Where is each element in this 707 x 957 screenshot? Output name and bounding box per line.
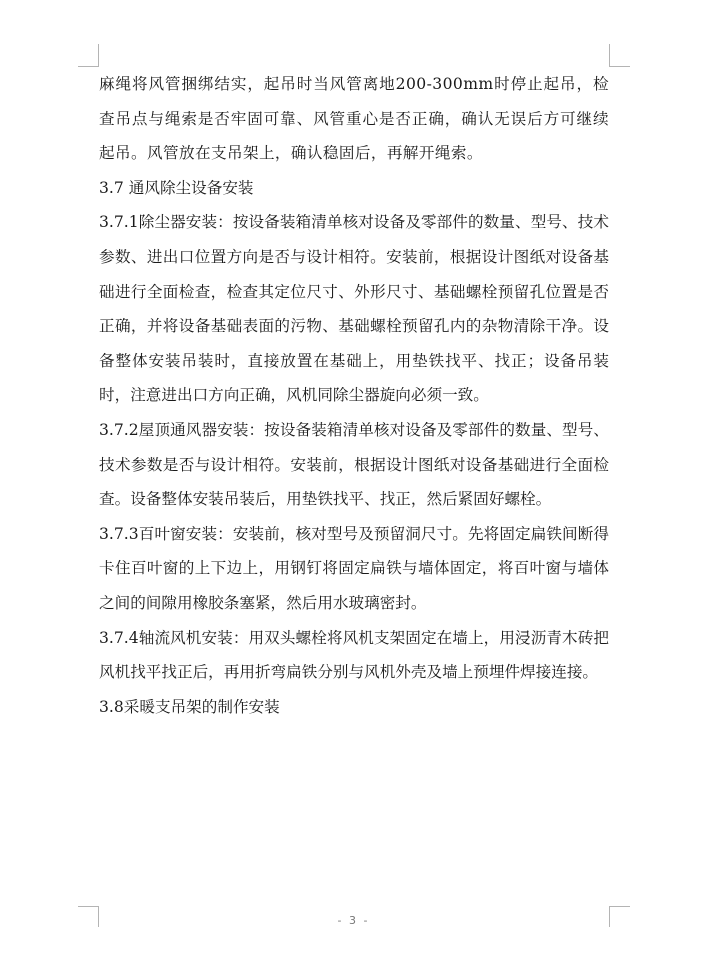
section-heading-3-7: 3.7 通风除尘设备安装 [99,178,254,197]
paragraph-3-7-4: 3.7.4轴流风机安装：用双头螺栓将风机支架固定在墙上，用浸沥青木砖把风机找平找正后，再用折弯扁铁分别与风机外壳及墙上预埋件焊接连接。 [99,628,609,682]
paragraph-3-7-2: 3.7.2屋顶通风器安装：按设备装箱清单核对设备及零部件的数量、型号、技术参数是否与设计相符。安装前，根据设计图纸对设备基础进行全面检查。设备整体安装吊装后，用垫铁找平、找正，然后紧固好螺栓。 [99,420,609,509]
paragraph-3-7-1: 3.7.1除尘器安装：按设备装箱清单核对设备及零部件的数量、型号、技术参数、进出口位置方向是否与设计相符。安装前，根据设计图纸对设备基础进行全面检查，检查其定位尺寸、外形尺寸、基础螺栓预留孔位置是否正确，并将设备基础表面的污物、基础螺栓预留孔内的杂物清除干净。设备整体安装吊装时，直接放置在基础上，用垫铁找平、找正；设备吊装时，注意进出口方向正确，风机同除尘器旋向必须一致。 [99,213,609,405]
document-body [99,67,609,724]
paragraph-continued: 麻绳将风管捆绑结实，起吊时当风管离地200-300mm时停止起吊，检查吊点与绳索是否牢固可靠、风管重心是否正确，确认无误后方可继续起吊。风管放在支吊架上，确认稳固后，再解开绳索。 [99,75,609,163]
page-corner-mark-top-right [609,44,630,67]
page-corner-mark-top-left [78,44,99,67]
paragraph-3-7-3: 3.7.3百叶窗安装：安装前，核对型号及预留洞尺寸。先将固定扁铁间断得卡住百叶窗的上下边上，用钢钉将固定扁铁与墙体固定，将百叶窗与墙体之间的间隙用橡胶条塞紧，然后用水玻璃密封。 [99,524,609,612]
page-number: - 3 - [337,914,370,927]
section-heading-3-8: 3.8采暖支吊架的制作安装 [99,697,280,716]
